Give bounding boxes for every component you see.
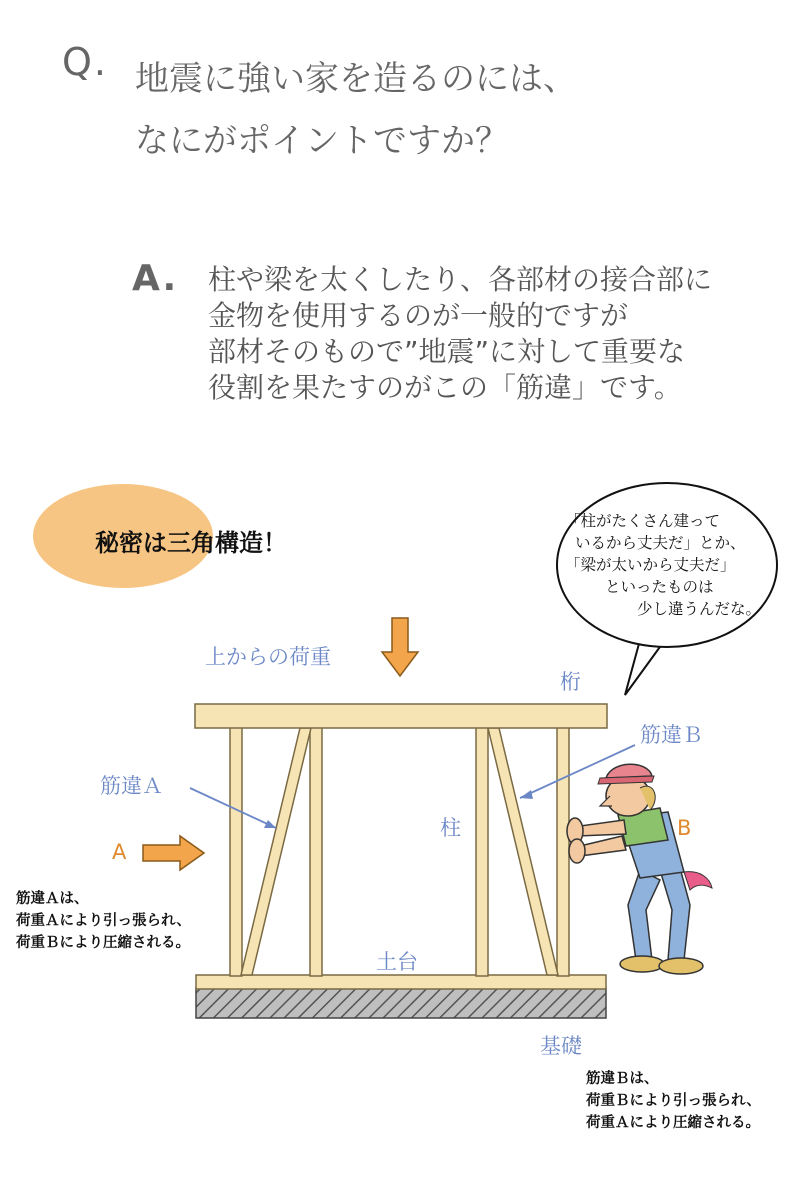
bubble-line-5: 少し違うんだな。	[637, 600, 762, 618]
beam-label: 桁	[560, 670, 581, 694]
note-brace-b	[586, 1068, 761, 1134]
note-b-line-1: 筋違Ｂは、	[586, 1071, 659, 1087]
note-brace-a	[16, 888, 191, 954]
question-line-1: 地震に強い家を造るのには、	[135, 59, 577, 99]
bubble-line-4: といったものは	[605, 578, 714, 596]
beam-member	[195, 704, 607, 728]
column-3	[476, 726, 488, 976]
note-a-line-3: 荷重Ｂにより圧縮される。	[16, 935, 190, 951]
foundation-label: 基礎	[540, 1034, 582, 1058]
load-a-arrow	[143, 836, 204, 870]
secret-heading: 秘密は三角構造！	[95, 529, 287, 557]
column-4	[557, 726, 569, 976]
top-load-label: 上からの荷重	[205, 645, 331, 669]
bubble-line-1: 「柱がたくさん建って	[565, 512, 721, 530]
answer-line-3: 部材そのもので”地震”に対して重要な	[208, 335, 686, 368]
question-line-2: なにがポイントですか？	[135, 121, 509, 161]
note-b-line-3: 荷重Ａにより圧縮される。	[586, 1115, 760, 1131]
brace-b-label: 筋違Ｂ	[640, 723, 703, 747]
brace-b-pointer-head	[520, 790, 533, 799]
sill-member	[196, 975, 606, 989]
brace-b	[488, 728, 558, 975]
bubble-line-2: いるから丈夫だ」とか、	[575, 534, 746, 552]
brace-a	[241, 728, 311, 975]
answer-line-2: 金物を使用するのが一般的ですが	[208, 299, 629, 332]
note-a-line-1: 筋違Ａは、	[16, 891, 89, 907]
sill-label: 土台	[376, 950, 418, 974]
bubble-line-3: 「梁が太いから丈夫だ」	[565, 556, 736, 574]
column-2	[310, 726, 322, 976]
top-load-arrow	[382, 618, 418, 676]
answer-line-4: 役割を果たすのがこの「筋違」です。	[208, 371, 682, 404]
worker-illustration	[567, 764, 712, 974]
foundation-block	[196, 988, 606, 1018]
load-a-label: A	[112, 840, 127, 864]
column-label: 柱	[440, 816, 461, 840]
answer-line-1: 柱や梁を太くしたり、各部材の接合部に	[208, 263, 713, 296]
brace-a-label: 筋違Ａ	[100, 774, 163, 798]
question-mark: Q.	[62, 40, 108, 84]
note-b-line-2: 荷重Ｂにより引っ張られ、	[586, 1093, 761, 1109]
speech-bubble-text	[565, 510, 785, 620]
answer-mark: A.	[132, 258, 179, 299]
load-b-label: B	[677, 816, 692, 840]
column-1	[230, 726, 242, 976]
note-a-line-2: 荷重Ａにより引っ張られ、	[16, 913, 191, 929]
